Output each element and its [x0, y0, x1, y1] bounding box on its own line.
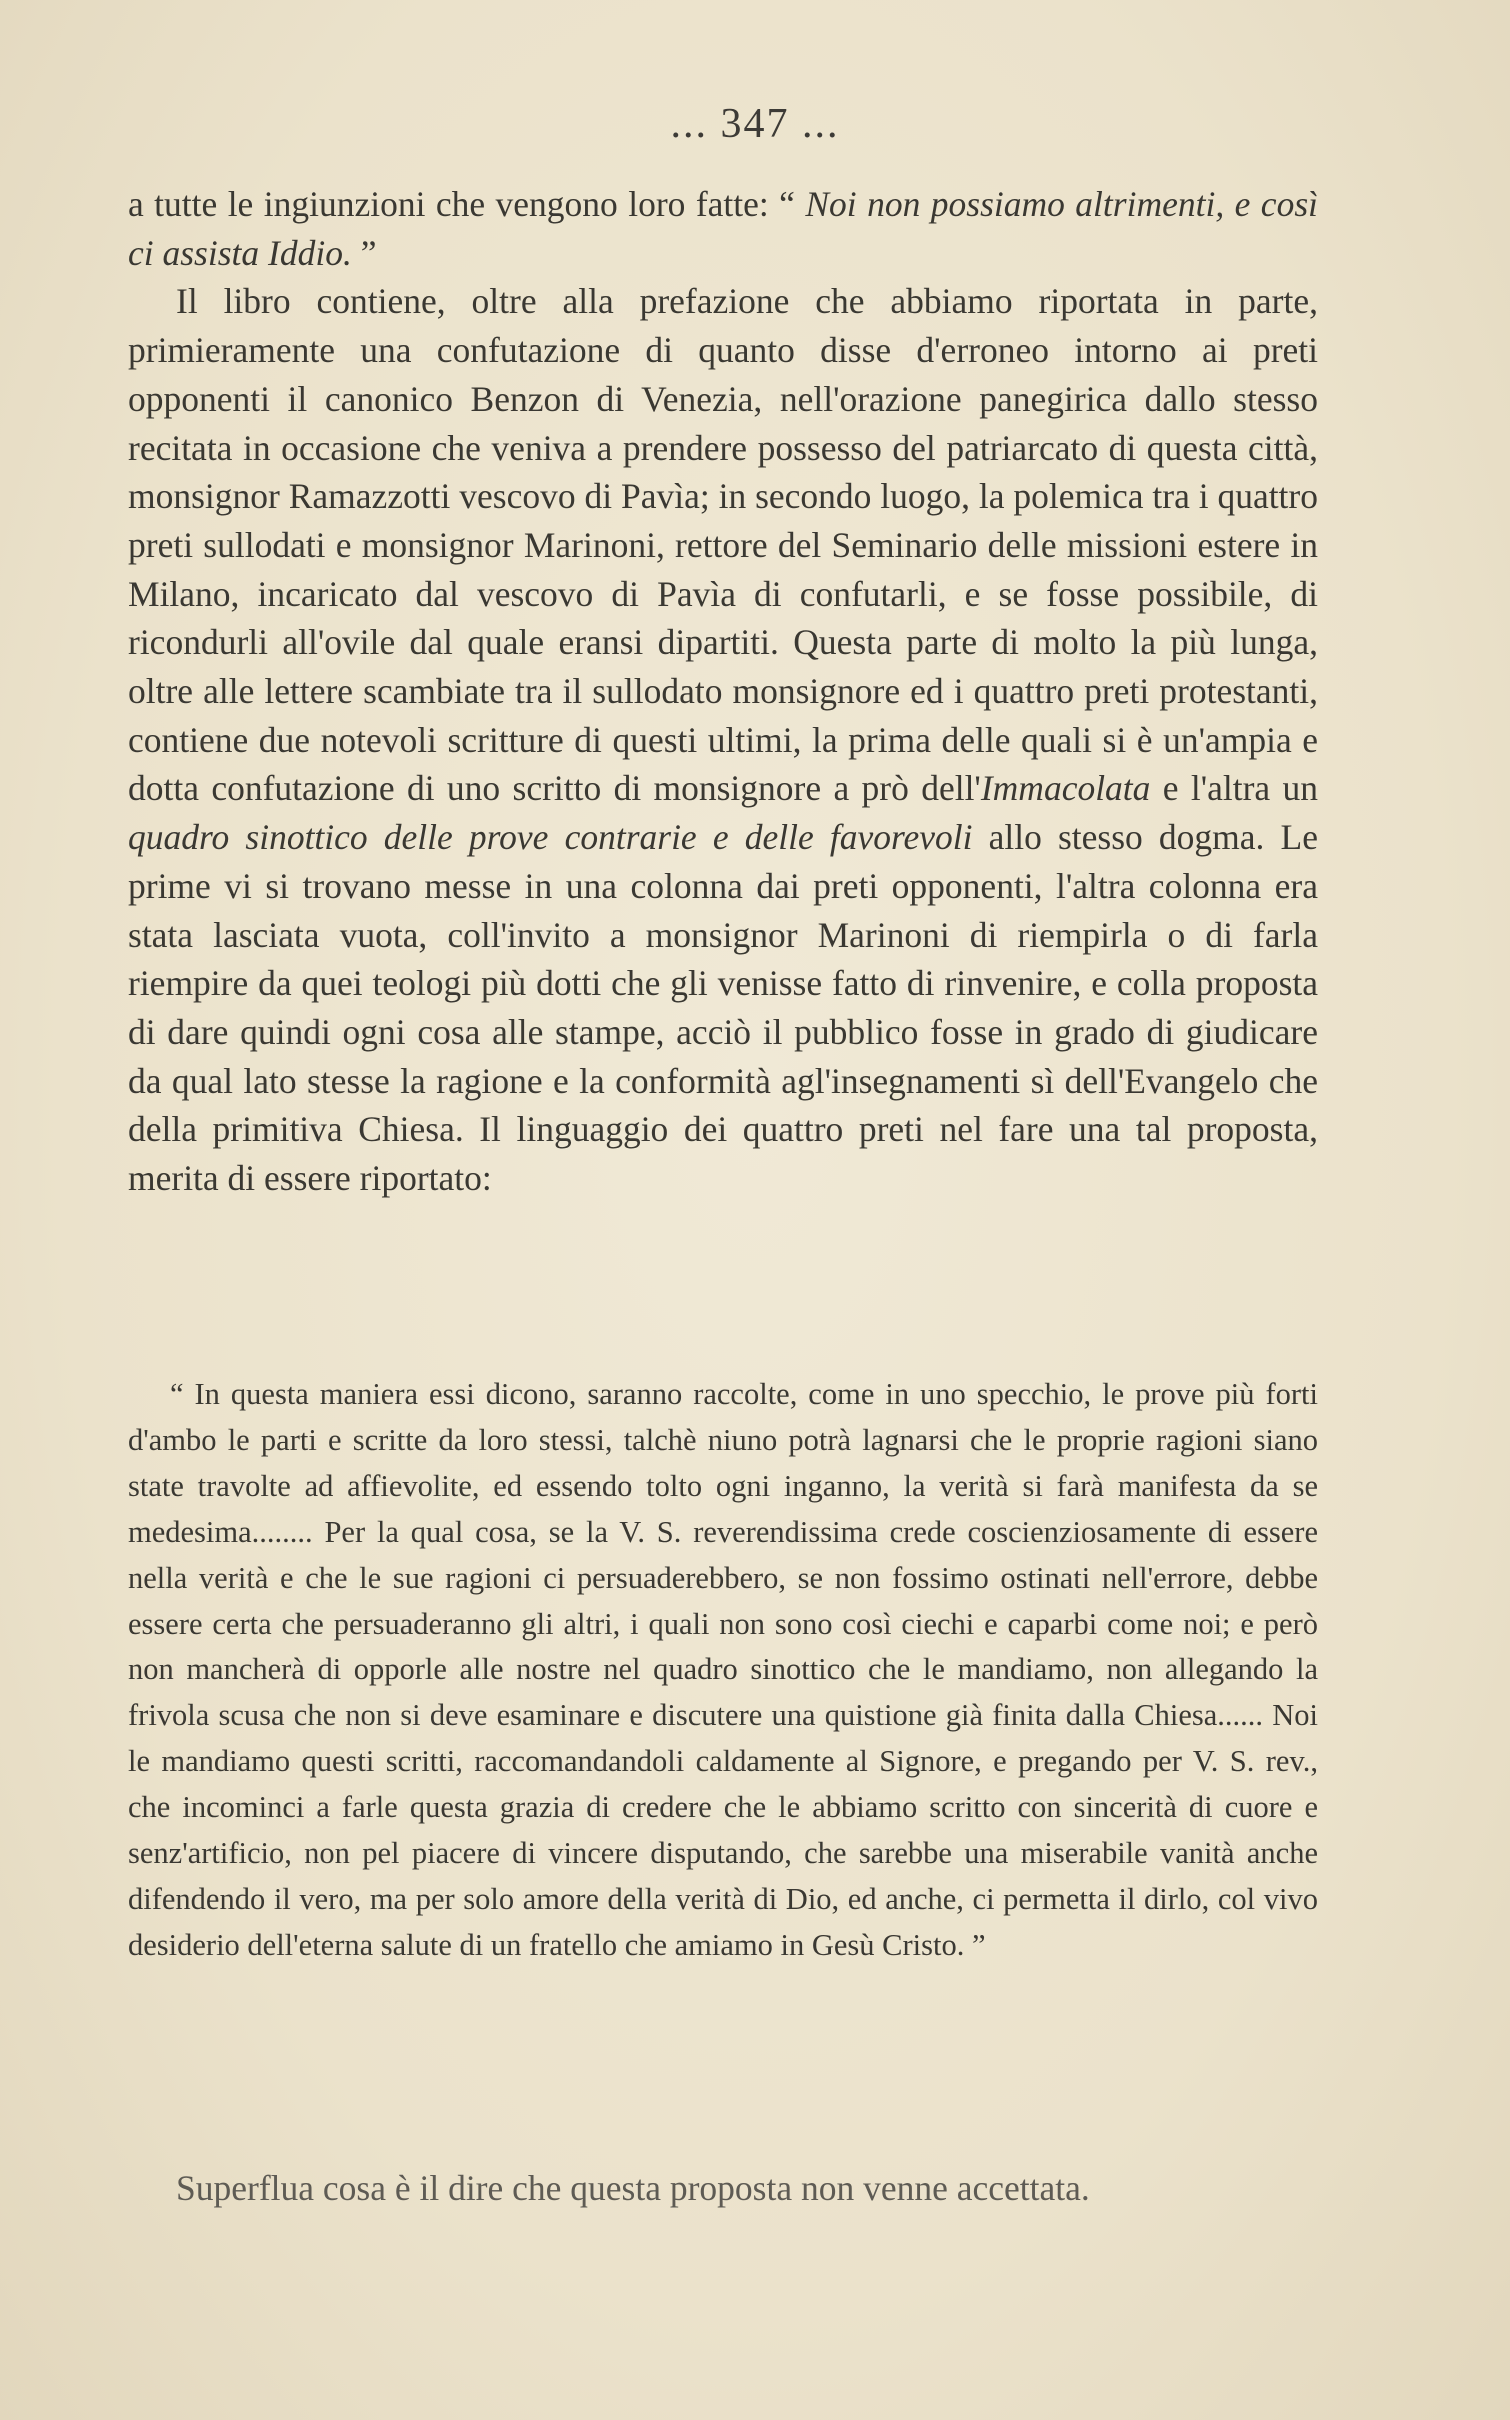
main-text: [128, 180, 1318, 1203]
paragraph-2-text-b: e l'altra un: [1150, 768, 1319, 809]
paragraph-1-close: ”: [351, 232, 377, 273]
final-line-text: Superflua cosa è il dire che questa proposta non venne accettata.: [176, 2168, 1090, 2208]
paragraph-book-contents: [128, 277, 1318, 1202]
page-number: ... 347 ...: [670, 101, 840, 147]
paragraph-2-text-a: Il libro contiene, oltre alla prefazione che abbiamo riportata in parte, primieramente una confutazione di quanto disse d'erroneo intorno ai preti opponenti il canonico Benzon di Venezia, nell'orazione panegirica dallo stesso recitata in occasione che veniva a prendere possesso del patriarcato di questa città, monsignor Ramazzotti vescovo di Pavìa; in secondo luogo, la polemica tra i quattro preti sullodati e monsignor Marinoni, rettore del Seminario delle missioni estere in Milano, incaricato dal vescovo di Pavìa di confutarli, e se fosse possibile, di ricondurli all'ovile dal quale eransi dipartiti. Questa parte di molto la più lunga, oltre alle lettere scambiate tra il sullodato monsignore ed i quattro preti protestanti, contiene due notevoli scritture di questi ultimi, la prima delle quali si è un'ampia e dotta confutazione di uno scritto di monsignore a prò dell': [128, 281, 1318, 809]
paragraph-1-italic-quote: Noi non possiamo altrimenti, e così ci assista Iddio.: [128, 184, 1318, 273]
paragraph-2-text-c: allo stesso dogma. Le prime vi si trovano messe in una colonna dai preti opponenti, l'altra colonna era stata lasciata vuota, coll'invito a monsignor Marinoni di riempirla o di farla riempire da quei teologi più dotti che gli venisse fatto di rinvenire, e colla proposta di dare quindi ogni cosa alle stampe, acciò il pubblico fosse in grado di giudicare da qual lato stesse la ragione e la conformità agl'insegnamenti sì dell'Evangelo che della primitiva Chiesa. Il linguaggio dei quattro preti nel fare una tal proposta, merita di essere riportato:: [128, 817, 1319, 1199]
block-quotation: [128, 1372, 1318, 1969]
closing-paragraph: [128, 2164, 1318, 2212]
quotation-text: “ In questa maniera essi dicono, saranno raccolte, come in uno specchio, le prove più forti d'ambo le parti e scritte da loro stessi, talchè niuno potrà lagnarsi che le proprie ragioni siano state travolte ad affievolite, ed essendo tolto ogni inganno, la verità si farà manifesta da se medesima........ Per la qual cosa, se la V. S. reverendissima crede coscienziosamente di essere nella verità e che le sue ragioni ci persuaderebbero, se non fossimo ostinati nell'errore, debbe essere certa che persuaderanno gli altri, i quali non sono così ciechi e caparbi come noi; e però non mancherà di opporle alle nostre nel quadro sinottico che le mandiamo, non allegando la frivola scusa che non si deve esaminare e discutere una quistione già finita dalla Chiesa...... Noi le mandiamo questi scritti, raccomandandoli caldamente al Signore, e pregando per V. S. rev., che incominci a farle questa grazia di credere che le abbiamo scritto con sincerità di cuore e senz'artificio, non pel piacere di vincere disputando, che sarebbe una miserabile vanità anche difendendo il vero, ma per solo amore della verità di Dio, ed anche, ci permetta il dirlo, col vivo desiderio dell'eterna salute di un fratello che amiamo in Gesù Cristo. ”: [128, 1377, 1318, 1962]
paragraph-continuation: [128, 180, 1318, 277]
paragraph-2-italic-quadro: quadro sinottico delle prove contrarie e delle favorevoli: [128, 817, 973, 858]
paragraph-1-text: a tutte le ingiunzioni che vengono loro fatte: “: [128, 184, 806, 224]
paragraph-2-italic-immacolata: Immacolata: [980, 768, 1151, 809]
